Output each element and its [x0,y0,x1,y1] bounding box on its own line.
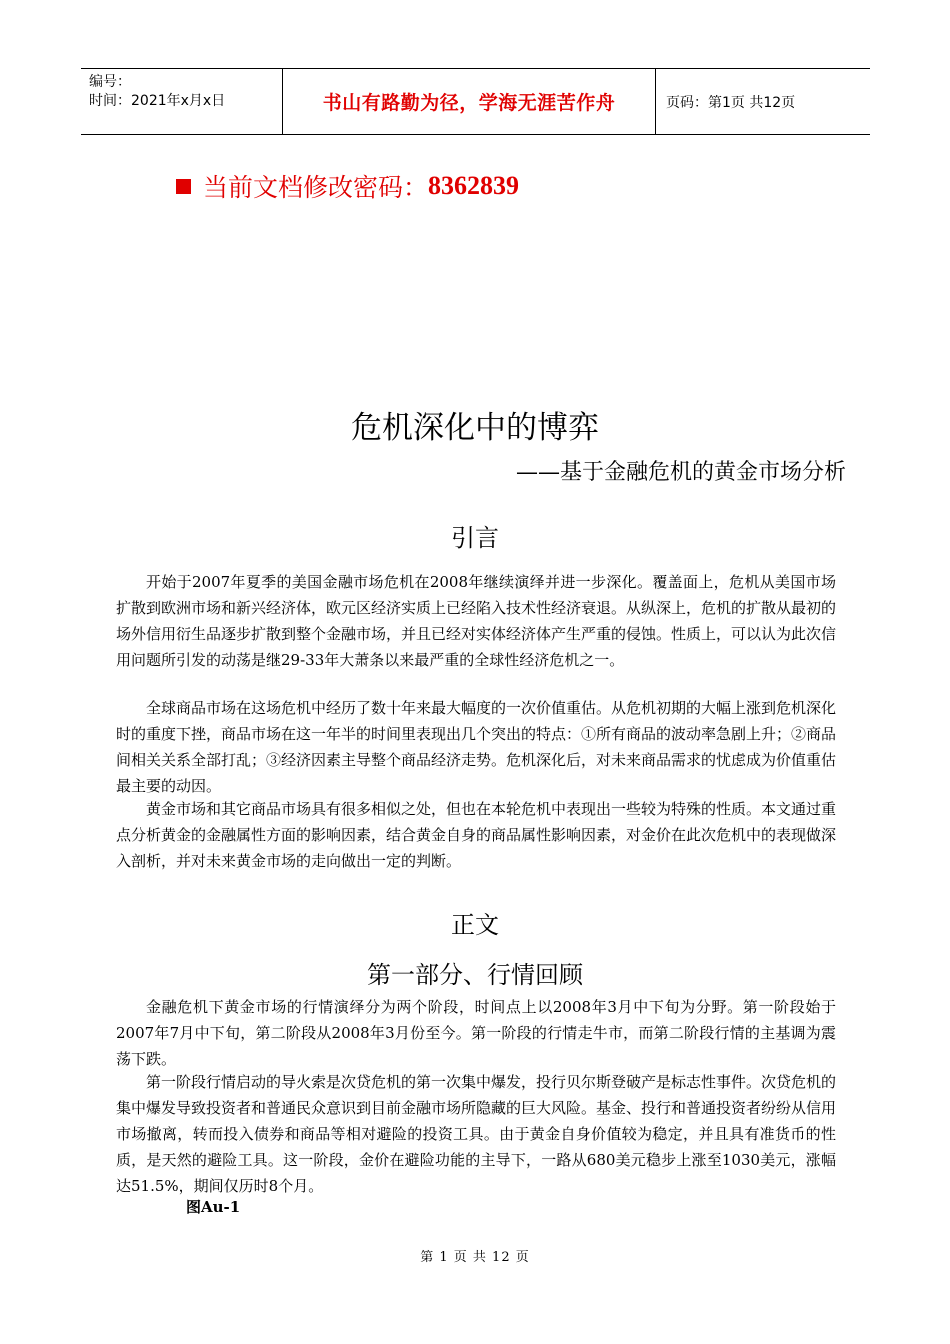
red-square-bullet-icon [176,179,191,194]
section-paragraph: 金融危机下黄金市场的行情演绎分为两个阶段，时间点上以2008年3月中下旬为分野。第一阶段始于2007年7月中下旬，第二阶段从2008年3月份至今。第一阶段的行情走牛市，而第二阶段行情的主基调为震荡下跌。 [116,998,836,1068]
document-date-label: 时间：2021年x月x日 [89,93,226,109]
section-paragraph: 第一阶段行情启动的导火索是次贷危机的第一次集中爆发，投行贝尔斯登破产是标志性事件。次贷危机的集中爆发导致投资者和普通民众意识到目前金融市场所隐藏的巨大风险。基金、投行和普通投资者纷纷从信用市场撤离，转而投入债券和商品等相对避险的投资工具。由于黄金自身价值较为稳定，并且具有准货币的性质，是天然的避险工具。这一阶段，金价在避险功能的主导下，一路从680美元稳步上涨至1030美元，涨幅达51.5%，期间仅历时8个月。 [116,1073,837,1195]
password-notice [176,168,519,204]
intro-paragraph: 黄金市场和其它商品市场具有很多相似之处，但也在本轮危机中表现出一些较为特殊的性质。本文通过重点分析黄金的金融属性方面的影响因素，结合黄金自身的商品属性影响因素，对金价在此次危机中的表现做深入剖析，并对未来黄金市场的走向做出一定的判断。 [116,800,837,870]
document-subtitle: ——基于金融危机的黄金市场分析 [515,460,846,485]
intro-paragraph: 全球商品市场在这场危机中经历了数十年来最大幅度的一次价值重估。从危机初期的大幅上涨到危机深化时的重度下挫，商品市场在这一年半的时间里表现出几个突出的特点：①所有商品的波动率急剧上升；②商品间相关关系全部打乱；③经济因素主导整个商品经济走势。危机深化后，对未来商品需求的忧虑成为价值重估最主要的动因。 [116,699,837,795]
section-heading-part1: 第一部分、行情回顾 [367,961,583,989]
intro-paragraph: 开始于2007年夏季的美国金融市场危机在2008年继续演绎并进一步深化。覆盖面上，危机从美国市场扩散到欧洲市场和新兴经济体，欧元区经济实质上已经陷入技术性经济衰退。从纵深上，危机的扩散从最初的场外信用衍生品逐步扩散到整个金融市场，并且已经对实体经济体产生严重的侵蚀。性质上，可以认为此次信用问题所引发的动荡是继29-33年大萧条以来最严重的全球性经济危机之一。 [116,573,837,669]
page-footer: 第 1 页 共 12 页 [420,1250,530,1265]
document-number-label: 编号： [89,74,131,90]
password-code: 8362839 [428,171,520,200]
header-left-cell [81,69,282,134]
header-motto: 书山有路勤为径，学海无涯苦作舟 [282,69,656,134]
password-label: 当前文档修改密码： [203,173,429,202]
intro-heading: 引言 [451,524,499,552]
document-title: 危机深化中的博弈 [351,410,599,446]
page-header-table [81,68,870,135]
body-heading: 正文 [451,911,499,939]
header-page-info: 页码：第1页 共12页 [666,94,796,111]
figure-label: 图Au-1 [186,1198,241,1216]
